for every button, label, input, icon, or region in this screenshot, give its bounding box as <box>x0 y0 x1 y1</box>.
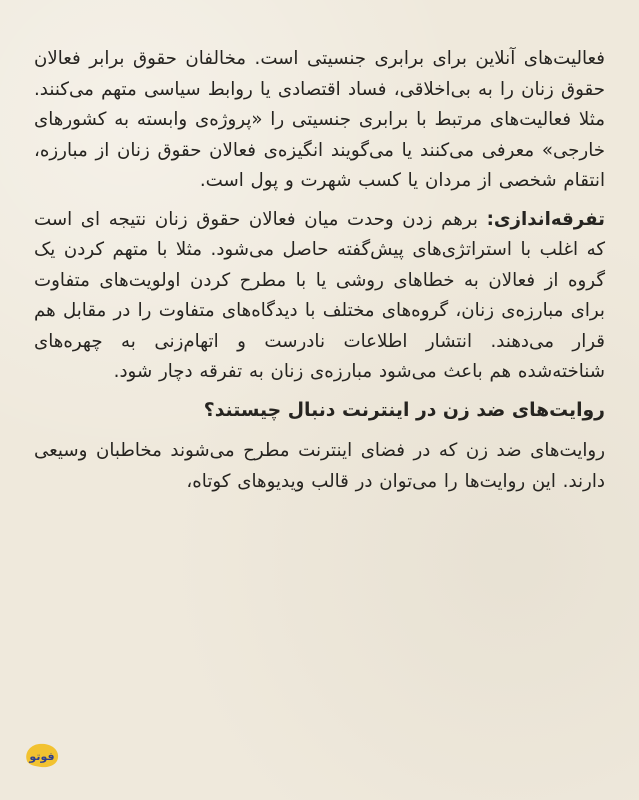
article-body <box>34 44 605 507</box>
paragraph-2-body: برهم زدن وحدت میان فعالان حقوق زنان نتیجه ای است که اغلب با استراتژی‌های پیش‌گفته حاصل می‌شود. مثلا با متهم کردن یک گروه از فعالان به خطاهای روشی یا با مطرح کردن اولویت‌های متفاوت برای مبارزه‌ی زنان، گروه‌های مختلف با دیدگاه‌های متفاوت را در مقابل هم قرار می‌دهند. انتشار اطلاعات نادرست و اتهام‌زنی به چهره‌های شناخته‌شده هم باعث می‌شود مبارزه‌ی زنان به تفرقه دچار شود. <box>34 208 605 382</box>
paragraph-2 <box>34 205 605 388</box>
paragraph-1: فعالیت‌های آنلاین برای برابری جنسیتی است. مخالفان حقوق برابر فعالان حقوق زنان را به بی‌اخلاقی، فساد اقتصادی یا روابط سیاسی متهم می‌کنند. مثلا فعالیت‌های مرتبط با برابری جنسیتی را «پروژه‌ی وابسته به کشورهای خارجی» معرفی می‌کنند یا می‌گویند انگیزه‌ی فعالان حقوق زنان از مبارزه، انتقام شخصی از مردان یا کسب شهرت و پول است. <box>34 48 605 191</box>
brand-logo-icon <box>22 737 62 773</box>
section-heading: روایت‌های ضد زن در اینترنت دنبال چیستند؟ <box>203 399 605 421</box>
brand-logo-text: فوتو <box>29 750 55 763</box>
paragraph-2-lead: تفرقه‌اندازی: <box>486 208 605 230</box>
paragraph-3: روایت‌های ضد زن که در فضای اینترنت مطرح می‌شوند مخاطبان وسیعی دارند. این روایت‌ها را می‌توان در قالب ویدیوهای کوتاه، <box>34 440 605 492</box>
